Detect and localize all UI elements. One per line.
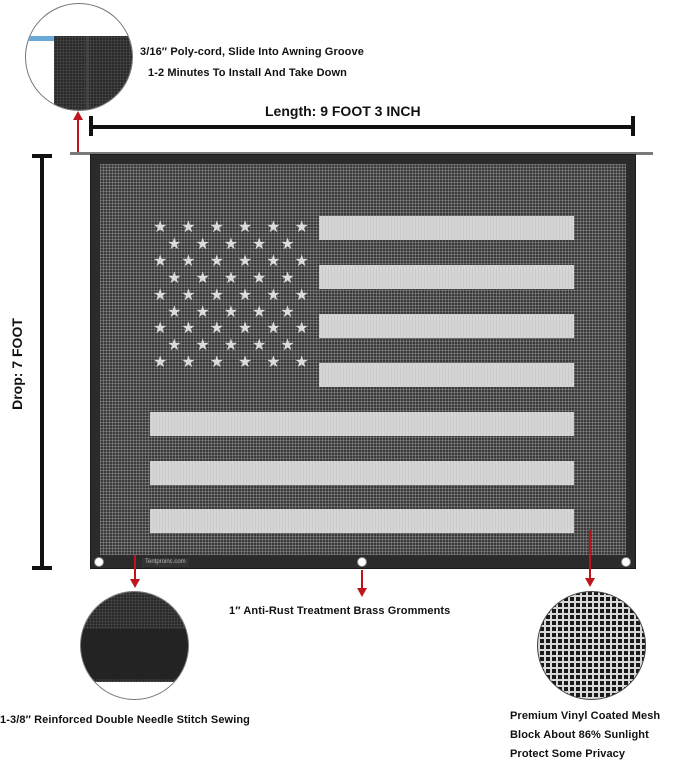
star-icon: ★ [181,219,196,236]
length-dimension-tick-left [89,116,93,136]
star-icon: ★ [294,320,309,338]
star-icon: ★ [209,252,224,270]
stitching-arrow-head-icon [130,579,140,588]
star-icon: ★ [266,286,281,304]
star-icon: ★ [252,337,267,355]
star-icon: ★ [181,354,196,372]
polycord-arrow-head-icon [73,111,83,120]
star-icon: ★ [167,337,182,355]
drop-label: Drop: 7 FOOT [8,318,25,410]
star-icon: ★ [223,337,239,355]
flag-stripe [319,363,574,387]
mesh-area [100,164,626,555]
star-icon: ★ [237,286,253,304]
flag-stripe [150,412,574,436]
flag-stripe [150,509,574,533]
star-icon: ★ [209,219,224,236]
polycord-seam [86,36,89,111]
stitching-label: 1-3/8″ Reinforced Double Needle Stitch Sewing [0,714,250,726]
stitching-detail-circle [80,591,189,700]
flag-stripe [319,216,574,240]
mesh-arrow-head-icon [585,578,595,587]
star-icon: ★ [153,354,168,372]
star-icon: ★ [294,286,309,304]
flag-stripe [319,314,574,338]
star-icon: ★ [167,235,182,253]
star-icon: ★ [209,354,224,372]
star-icon: ★ [280,235,295,253]
star-icon: ★ [266,219,281,236]
drop-dimension-tick-bottom [32,566,52,570]
polycord-fabric-closeup [54,36,133,111]
mesh-label-line3: Protect Some Privacy [510,748,626,760]
flag-stripe [150,461,574,485]
star-icon: ★ [153,252,168,270]
grommet-left [94,557,104,567]
length-dimension-tick-right [631,116,635,136]
star-icon: ★ [181,252,196,270]
star-icon: ★ [195,303,210,321]
polycord-strip [26,36,54,41]
star-icon: ★ [280,269,295,287]
star-icon: ★ [237,320,253,338]
star-icon: ★ [195,337,210,355]
grommet-arrow-head-icon [357,588,367,597]
mesh-label-line2: Block About 86% Sunlight [510,729,649,741]
stitching-hem-band [81,629,188,679]
length-dimension-line [90,125,634,129]
polycord-label-line1: 3/16″ Poly-cord, Slide Into Awning Groove [140,46,364,58]
star-icon: ★ [266,320,281,338]
star-icon: ★ [266,354,281,372]
mesh-detail-circle [537,591,646,700]
star-icon: ★ [280,337,295,355]
star-icon: ★ [294,219,309,236]
star-field [100,164,320,384]
star-icon: ★ [252,269,267,287]
star-icon: ★ [209,320,224,338]
polycord-arrow-line [77,118,79,154]
star-icon: ★ [266,252,281,270]
star-icon: ★ [237,354,253,372]
star-icon: ★ [195,235,210,253]
star-icon: ★ [237,219,253,236]
star-icon: ★ [167,269,182,287]
star-icon: ★ [181,320,196,338]
star-icon: ★ [195,269,210,287]
star-icon: ★ [223,235,239,253]
drop-dimension-tick-top [32,154,52,158]
screen-panel [90,154,636,569]
flag-stripe [319,265,574,289]
stitching-arrow-line [134,555,136,581]
drop-dimension-line [40,155,44,568]
polycord-detail-circle [25,3,133,111]
star-icon: ★ [153,286,168,304]
mesh-label-line1: Premium Vinyl Coated Mesh [510,710,661,722]
grommet-center [357,557,367,567]
star-icon: ★ [167,303,182,321]
star-icon: ★ [294,252,309,270]
star-icon: ★ [252,303,267,321]
star-icon: ★ [153,219,168,236]
length-label: Length: 9 FOOT 3 INCH [265,103,421,119]
grommet-label: 1″ Anti-Rust Treatment Brass Gromments [229,605,451,617]
star-icon: ★ [209,286,224,304]
star-icon: ★ [294,354,309,372]
polycord-label-line2: 1-2 Minutes To Install And Take Down [148,67,347,79]
mesh-arrow-line [589,530,591,580]
star-icon: ★ [223,303,239,321]
star-icon: ★ [280,303,295,321]
star-icon: ★ [153,320,168,338]
grommet-right [621,557,631,567]
brand-watermark: Tentproinc.com [142,558,189,567]
star-icon: ★ [181,286,196,304]
star-icon: ★ [223,269,239,287]
star-icon: ★ [252,235,267,253]
star-icon: ★ [237,252,253,270]
grommet-arrow-line [361,570,363,590]
